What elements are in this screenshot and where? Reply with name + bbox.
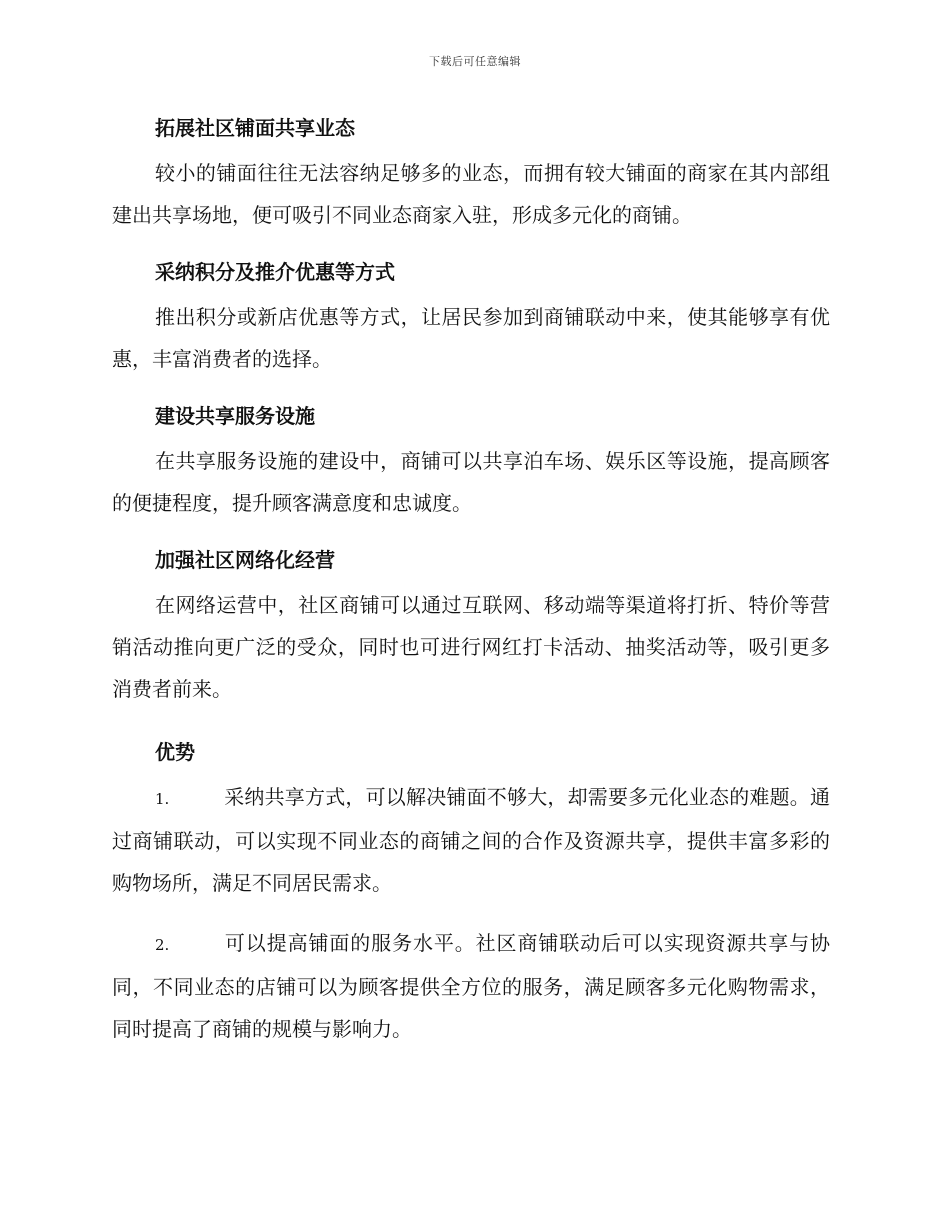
advantage-text-1: 采纳共享方式，可以解决铺面不够大，却需要多元化业态的难题。通过商铺联动，可以实现不同业态的商铺之间的合作及资源共享，提供丰富多彩的购物场所，满足不同居民需求。 bbox=[112, 785, 830, 895]
section-body-shared-formats: 较小的铺面往往无法容纳足够多的业态，而拥有较大铺面的商家在其内部组建出共享场地，便可吸引不同业态商家入驻，形成多元化的商铺。 bbox=[112, 161, 830, 227]
advantage-item-2 bbox=[112, 922, 830, 1050]
advantage-number-1: 1. bbox=[155, 790, 170, 808]
advantage-text-2: 可以提高铺面的服务水平。社区商铺联动后可以实现资源共享与协同，不同业态的店铺可以为顾客提供全方位的服务，满足顾客多元化购物需求，同时提高了商铺的规模与影响力。 bbox=[112, 931, 830, 1041]
section-heading-shared-facilities: 建设共享服务设施 bbox=[155, 404, 315, 428]
advantage-item-1 bbox=[112, 776, 830, 904]
advantages-heading: 优势 bbox=[155, 740, 195, 764]
advantage-number-2: 2. bbox=[155, 936, 170, 954]
document-body bbox=[112, 108, 830, 1068]
section-body-network-operation: 在网络运营中，社区商铺可以通过互联网、移动端等渠道将打折、特价等营销活动推向更广泛的受众，同时也可进行网红打卡活动、抽奖活动等，吸引更多消费者前来。 bbox=[112, 593, 830, 701]
section-body-shared-facilities: 在共享服务设施的建设中，商铺可以共享泊车场、娱乐区等设施，提高顾客的便捷程度，提升顾客满意度和忠诚度。 bbox=[112, 449, 830, 515]
section-heading-points-discounts: 采纳积分及推介优惠等方式 bbox=[155, 260, 395, 284]
section-heading-network-operation: 加强社区网络化经营 bbox=[155, 548, 335, 572]
page-header: 下载后可任意编辑 bbox=[429, 55, 521, 68]
section-body-points-discounts: 推出积分或新店优惠等方式，让居民参加到商铺联动中来，使其能够享有优惠，丰富消费者的选择。 bbox=[112, 305, 830, 371]
section-heading-shared-formats: 拓展社区铺面共享业态 bbox=[155, 116, 355, 140]
